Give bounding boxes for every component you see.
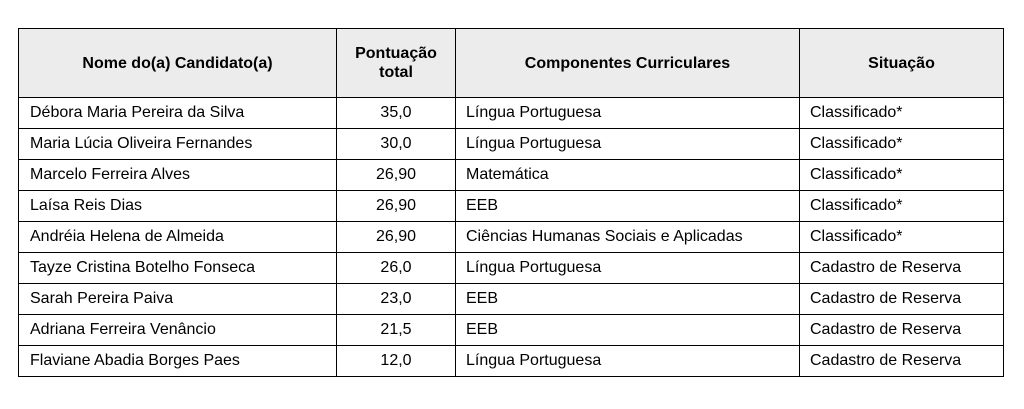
table-row [19,222,1004,253]
score-cell: 26,90 [337,160,456,191]
header-score-line-1: Pontuação [355,45,437,62]
candidate-name-cell: Sarah Pereira Paiva [19,284,337,315]
header-total-score [337,29,456,98]
table-row [19,284,1004,315]
header-candidate-name: Nome do(a) Candidato(a) [19,29,337,98]
header-score-line-2: total [379,64,413,81]
score-cell: 26,90 [337,222,456,253]
table-row [19,129,1004,160]
component-cell: Língua Portuguesa [456,129,800,160]
component-cell: EEB [456,284,800,315]
table-row [19,160,1004,191]
table-body [19,98,1004,377]
component-cell: EEB [456,315,800,346]
status-cell: Classificado* [800,191,1004,222]
candidate-name-cell: Flaviane Abadia Borges Paes [19,346,337,377]
component-cell: EEB [456,191,800,222]
score-cell: 30,0 [337,129,456,160]
candidate-name-cell: Marcelo Ferreira Alves [19,160,337,191]
status-cell: Classificado* [800,98,1004,129]
header-status: Situação [800,29,1004,98]
candidate-name-cell: Laísa Reis Dias [19,191,337,222]
status-cell: Cadastro de Reserva [800,315,1004,346]
score-cell: 21,5 [337,315,456,346]
candidate-name-cell: Andréia Helena de Almeida [19,222,337,253]
status-cell: Classificado* [800,222,1004,253]
score-cell: 26,0 [337,253,456,284]
status-cell: Classificado* [800,129,1004,160]
score-cell: 35,0 [337,98,456,129]
component-cell: Matemática [456,160,800,191]
score-cell: 12,0 [337,346,456,377]
header-curricular-components: Componentes Curriculares [456,29,800,98]
component-cell: Língua Portuguesa [456,98,800,129]
candidate-name-cell: Tayze Cristina Botelho Fonseca [19,253,337,284]
component-cell: Língua Portuguesa [456,253,800,284]
candidate-name-cell: Maria Lúcia Oliveira Fernandes [19,129,337,160]
candidate-name-cell: Débora Maria Pereira da Silva [19,98,337,129]
candidate-name-cell: Adriana Ferreira Venâncio [19,315,337,346]
table-row [19,346,1004,377]
component-cell: Língua Portuguesa [456,346,800,377]
table-header [19,29,1004,98]
status-cell: Cadastro de Reserva [800,346,1004,377]
results-table [18,28,1004,377]
table-row [19,191,1004,222]
table-row [19,98,1004,129]
status-cell: Cadastro de Reserva [800,253,1004,284]
table-row [19,253,1004,284]
component-cell: Ciências Humanas Sociais e Aplicadas [456,222,800,253]
status-cell: Cadastro de Reserva [800,284,1004,315]
score-cell: 23,0 [337,284,456,315]
header-row [19,29,1004,98]
score-cell: 26,90 [337,191,456,222]
table-row [19,315,1004,346]
status-cell: Classificado* [800,160,1004,191]
